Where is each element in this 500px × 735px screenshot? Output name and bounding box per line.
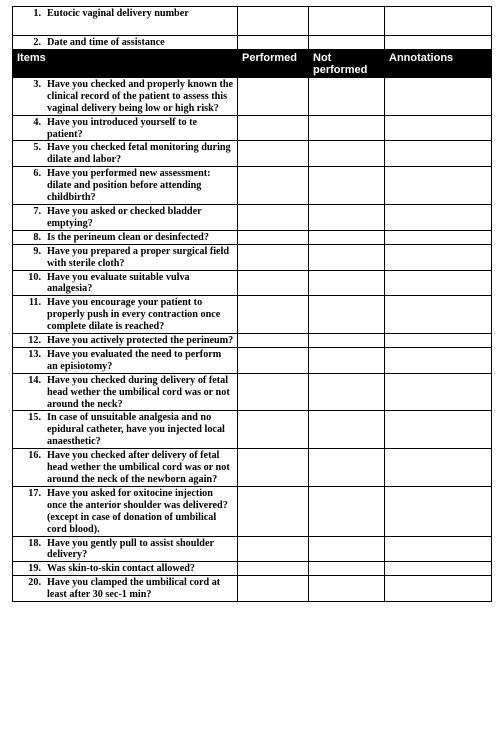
item-number: 16. (28, 450, 41, 462)
performed-cell[interactable] (238, 167, 309, 205)
table-row (13, 373, 492, 411)
item-number: 12. (28, 335, 41, 347)
performed-cell[interactable] (238, 373, 309, 411)
checklist-table (12, 6, 492, 602)
performed-cell[interactable] (238, 77, 309, 115)
item-number: 13. (28, 348, 41, 360)
performed-cell[interactable] (238, 230, 309, 244)
item-number: 19. (28, 563, 41, 575)
item-text: Have you actively protected the perineum? (47, 335, 234, 347)
annotations-cell[interactable] (385, 373, 492, 411)
annotations-cell[interactable] (385, 141, 492, 167)
date-time-cell[interactable] (309, 36, 385, 50)
not-performed-cell[interactable] (309, 244, 385, 270)
item-text: Have you checked during delivery of fetal head wether the umbilical cord was or not around the neck? (47, 374, 230, 410)
item-text: Have you checked after delivery of fetal head wether the umbilical cord was or not around the neck of the newborn again? (47, 450, 230, 485)
item-text: Have you introduced yourself to te patient? (47, 116, 198, 140)
date-time-cell[interactable] (385, 36, 492, 50)
not-performed-cell[interactable] (309, 536, 385, 562)
annotations-cell[interactable] (385, 167, 492, 205)
performed-cell[interactable] (238, 562, 309, 576)
item-number: 6. (33, 168, 41, 180)
not-performed-cell[interactable] (309, 167, 385, 205)
item-text: Have you asked for oxitocine injection once the anterior shoulder was delivered? (except in case of donation of umbilical cord blood). (47, 487, 228, 535)
date-time-cell[interactable] (238, 36, 309, 50)
performed-cell[interactable] (238, 244, 309, 270)
item-text: In case of unsuitable analgesia and no epidural catheter, have you injected local anaesthetic? (47, 412, 225, 448)
item-text: Is the perineum clean or desinfected? (47, 231, 209, 243)
performed-cell[interactable] (238, 141, 309, 167)
annotations-cell[interactable] (385, 115, 492, 141)
delivery-number-cell[interactable] (309, 7, 385, 36)
item-text: Have you performed new assessment: dilate and position before attending childbirth? (47, 168, 211, 204)
annotations-cell[interactable] (385, 77, 492, 115)
annotations-cell[interactable] (385, 230, 492, 244)
item-text: Have you clamped the umbilical cord at least after 30 sec-1 min? (47, 577, 221, 601)
item-number: 7. (33, 205, 41, 217)
table-row (13, 536, 492, 562)
checklist-form (12, 6, 491, 602)
header-annotations: Annotations (385, 49, 492, 77)
performed-cell[interactable] (238, 334, 309, 348)
item-number: 11. (28, 297, 41, 309)
item-number: 8. (33, 231, 41, 243)
item-number: 5. (33, 142, 41, 154)
table-row (13, 411, 492, 449)
not-performed-cell[interactable] (309, 373, 385, 411)
table-row (13, 270, 492, 296)
annotations-cell[interactable] (385, 411, 492, 449)
table-row (13, 115, 492, 141)
checklist-items (13, 77, 492, 601)
performed-cell[interactable] (238, 411, 309, 449)
performed-cell[interactable] (238, 347, 309, 373)
not-performed-cell[interactable] (309, 334, 385, 348)
performed-cell[interactable] (238, 115, 309, 141)
annotations-cell[interactable] (385, 449, 492, 487)
item-number: 3. (33, 78, 41, 90)
not-performed-cell[interactable] (309, 270, 385, 296)
header-performed: Performed (238, 49, 309, 77)
item-number: 18. (28, 537, 41, 549)
table-header-row (13, 49, 492, 77)
table-row (13, 141, 492, 167)
item-number: 15. (28, 412, 41, 424)
table-row (13, 204, 492, 230)
annotations-cell[interactable] (385, 347, 492, 373)
item-text: Eutocic vaginal delivery number (47, 8, 189, 19)
not-performed-cell[interactable] (309, 576, 385, 602)
item-number: 1. (33, 8, 41, 19)
performed-cell[interactable] (238, 296, 309, 334)
annotations-cell[interactable] (385, 296, 492, 334)
item-number: 9. (33, 245, 41, 257)
item-text: Have you checked fetal monitoring during dilate and labor? (47, 142, 231, 166)
not-performed-cell[interactable] (309, 77, 385, 115)
annotations-cell[interactable] (385, 576, 492, 602)
not-performed-cell[interactable] (309, 141, 385, 167)
not-performed-cell[interactable] (309, 411, 385, 449)
annotations-cell[interactable] (385, 562, 492, 576)
performed-cell[interactable] (238, 270, 309, 296)
not-performed-cell[interactable] (309, 486, 385, 536)
header-items: Items (13, 49, 238, 77)
annotations-cell[interactable] (385, 334, 492, 348)
performed-cell[interactable] (238, 576, 309, 602)
table-row (13, 334, 492, 348)
item-number: 14. (28, 374, 41, 386)
table-row (13, 244, 492, 270)
performed-cell[interactable] (238, 449, 309, 487)
table-row (13, 167, 492, 205)
item-text: Have you evaluated the need to perform an episiotomy? (47, 348, 222, 372)
item-text: Date and time of assistance (47, 37, 165, 48)
table-row (13, 486, 492, 536)
annotations-cell[interactable] (385, 536, 492, 562)
item-text: Have you checked and properly known the clinical record of the patient to assess this vaginal delivery being low or high risk? (47, 78, 234, 114)
delivery-number-cell[interactable] (238, 7, 309, 36)
header-not-performed: Not performed (309, 49, 385, 77)
item-number: 17. (28, 487, 41, 499)
not-performed-cell[interactable] (309, 230, 385, 244)
performed-cell[interactable] (238, 204, 309, 230)
item-text: Have you evaluate suitable vulva analgesia? (47, 271, 190, 295)
performed-cell[interactable] (238, 536, 309, 562)
item-number: 10. (28, 271, 41, 283)
table-row (13, 230, 492, 244)
table-row (13, 296, 492, 334)
not-performed-cell[interactable] (309, 347, 385, 373)
table-row (13, 77, 492, 115)
not-performed-cell[interactable] (309, 449, 385, 487)
not-performed-cell[interactable] (309, 562, 385, 576)
not-performed-cell[interactable] (309, 115, 385, 141)
item-text: Have you prepared a proper surgical field with sterile cloth? (47, 245, 230, 269)
not-performed-cell[interactable] (309, 204, 385, 230)
not-performed-cell[interactable] (309, 296, 385, 334)
item-text: Have you gently pull to assist shoulder delivery? (47, 537, 214, 561)
item-number: 2. (33, 37, 41, 48)
top-row-date-time (13, 36, 492, 50)
annotations-cell[interactable] (385, 204, 492, 230)
table-row (13, 449, 492, 487)
table-row (13, 347, 492, 373)
annotations-cell[interactable] (385, 270, 492, 296)
table-row (13, 576, 492, 602)
item-number: 20. (28, 577, 41, 589)
top-row-delivery-number (13, 7, 492, 36)
annotations-cell[interactable] (385, 486, 492, 536)
item-number: 4. (33, 116, 41, 128)
performed-cell[interactable] (238, 486, 309, 536)
item-text: Have you asked or checked bladder emptying? (47, 205, 202, 229)
table-row (13, 562, 492, 576)
item-text: Have you encourage your patient to properly push in every contraction once complete dilate is reached? (47, 297, 221, 333)
item-text: Was skin-to-skin contact allowed? (47, 563, 196, 575)
annotations-cell[interactable] (385, 244, 492, 270)
delivery-number-cell[interactable] (385, 7, 492, 36)
